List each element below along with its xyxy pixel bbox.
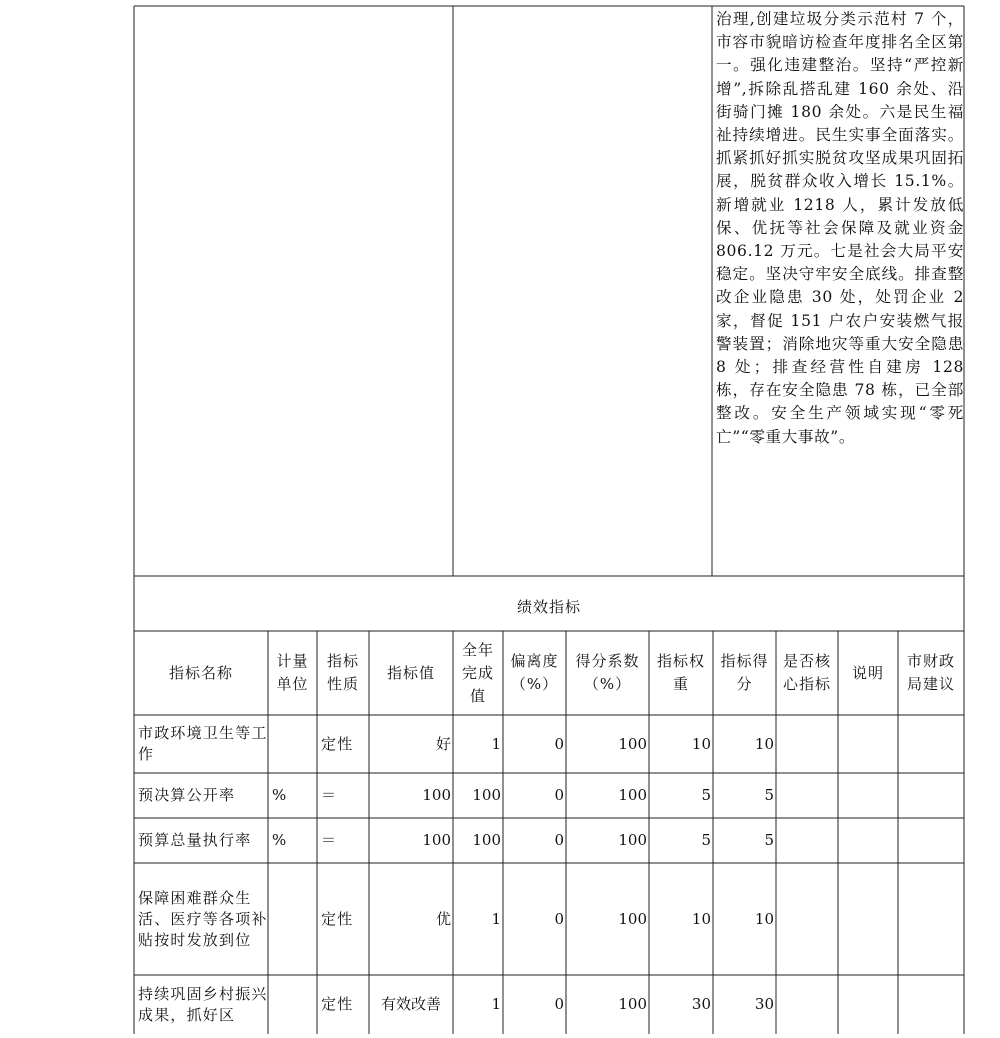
indicator-weight: 10 xyxy=(691,909,711,928)
indicator-advice xyxy=(898,818,964,863)
indicator-unit: % xyxy=(272,786,288,804)
indicator-deviation: 0 xyxy=(554,786,564,804)
indicator-nature: 定性 xyxy=(321,909,354,928)
indicator-note xyxy=(838,863,898,975)
indicator-unit xyxy=(268,715,317,773)
header-note: 说明 xyxy=(851,663,884,682)
indicator-core xyxy=(776,818,838,863)
indicator-deviation: 0 xyxy=(554,909,564,928)
header-core: 是否核心指标 xyxy=(782,652,831,693)
header-completed: 全年完成值 xyxy=(461,640,494,705)
header-indicator-name: 指标名称 xyxy=(168,663,233,682)
indicator-name: 预决算公开率 xyxy=(138,786,236,804)
section-title: 绩效指标 xyxy=(516,598,581,616)
indicator-unit: % xyxy=(272,831,288,849)
indicator-completed: 1 xyxy=(491,909,501,928)
indicator-note xyxy=(838,773,898,818)
indicator-score: 5 xyxy=(764,831,774,849)
indicator-advice xyxy=(898,773,964,818)
indicator-score: 10 xyxy=(754,734,774,753)
header-nature: 指标性质 xyxy=(326,652,359,693)
description-paragraph: 治理,创建垃圾分类示范村 7 个，市容市貌暗访检查年度排名全区第一。强化违建整治。坚持“严控新增”,拆除乱搭乱建 160 余处、沿街骑门摊 180 余处。六是民生福祉持续增进。民生实事全面落实。抓紧抓好抓实脱贫攻坚成果巩固拓展，脱贫群众收入增长 15.1%。新增就业 1218 人，累计发放低保、优抚等社会保障及就业资金 806.12 万元。七是社会大局平安稳定。坚决守牢安全底线。排查整改企业隐患 30 处，处罚企业 2 家，督促 151 户农户安装燃气报警装置；消除地灾等重大安全隐患 8 处；排查经营性自建房 128 栋，存在安全隐患 78 栋，已全部整改。安全生产领域实现“零死亡”“零重大事故”。 xyxy=(716,10,964,446)
indicator-name: 市政环境卫生等工作 xyxy=(138,724,268,763)
indicator-completed: 1 xyxy=(491,995,501,1013)
indicator-weight: 5 xyxy=(701,831,711,849)
header-score: 指标得分 xyxy=(720,652,769,693)
indicator-unit xyxy=(268,975,317,1034)
indicator-value: 100 xyxy=(422,831,451,849)
indicator-completed: 1 xyxy=(491,734,501,753)
indicator-value: 有效改善 xyxy=(380,995,441,1013)
indicator-coefficient: 100 xyxy=(618,995,647,1013)
header-weight: 指标权重 xyxy=(656,652,705,693)
indicator-note xyxy=(838,715,898,773)
indicator-core xyxy=(776,975,838,1034)
header-unit: 计量单位 xyxy=(276,652,309,693)
indicator-advice xyxy=(898,863,964,975)
indicator-core xyxy=(776,863,838,975)
indicator-weight: 5 xyxy=(701,786,711,804)
indicator-value: 优 xyxy=(435,909,451,928)
indicator-score: 10 xyxy=(754,909,774,928)
indicator-completed: 100 xyxy=(472,831,501,849)
indicator-note xyxy=(838,975,898,1034)
indicator-coefficient: 100 xyxy=(618,786,647,804)
indicator-note xyxy=(838,818,898,863)
header-value: 指标值 xyxy=(386,663,435,682)
indicator-deviation: 0 xyxy=(554,995,564,1013)
indicator-coefficient: 100 xyxy=(618,909,647,928)
indicator-coefficient: 100 xyxy=(618,831,647,849)
indicator-advice xyxy=(898,975,964,1034)
indicator-completed: 100 xyxy=(472,786,501,804)
header-advice: 市财政局建议 xyxy=(906,652,955,693)
indicator-core xyxy=(776,773,838,818)
header-deviation: 偏离度（%） xyxy=(510,652,559,693)
indicator-advice xyxy=(898,715,964,773)
indicator-name: 持续巩固乡村振兴成果，抓好区 xyxy=(138,984,268,1024)
indicator-nature: ＝ xyxy=(321,786,338,804)
indicator-score: 5 xyxy=(764,786,774,804)
indicator-name: 保障困难群众生活、医疗等各项补贴按时发放到位 xyxy=(138,888,268,949)
indicator-nature: 定性 xyxy=(321,995,354,1013)
indicator-nature: ＝ xyxy=(321,831,338,849)
indicator-value: 好 xyxy=(435,734,451,753)
indicator-deviation: 0 xyxy=(554,831,564,849)
indicator-score: 30 xyxy=(754,995,774,1013)
indicator-name: 预算总量执行率 xyxy=(138,831,252,849)
indicator-coefficient: 100 xyxy=(618,734,647,753)
indicator-weight: 30 xyxy=(691,995,711,1013)
indicator-deviation: 0 xyxy=(554,734,564,753)
header-coefficient: 得分系数（%） xyxy=(575,652,640,693)
indicator-weight: 10 xyxy=(691,734,711,753)
indicator-core xyxy=(776,715,838,773)
indicator-value: 100 xyxy=(422,786,451,804)
indicator-nature: 定性 xyxy=(321,734,354,753)
indicator-unit xyxy=(268,863,317,975)
